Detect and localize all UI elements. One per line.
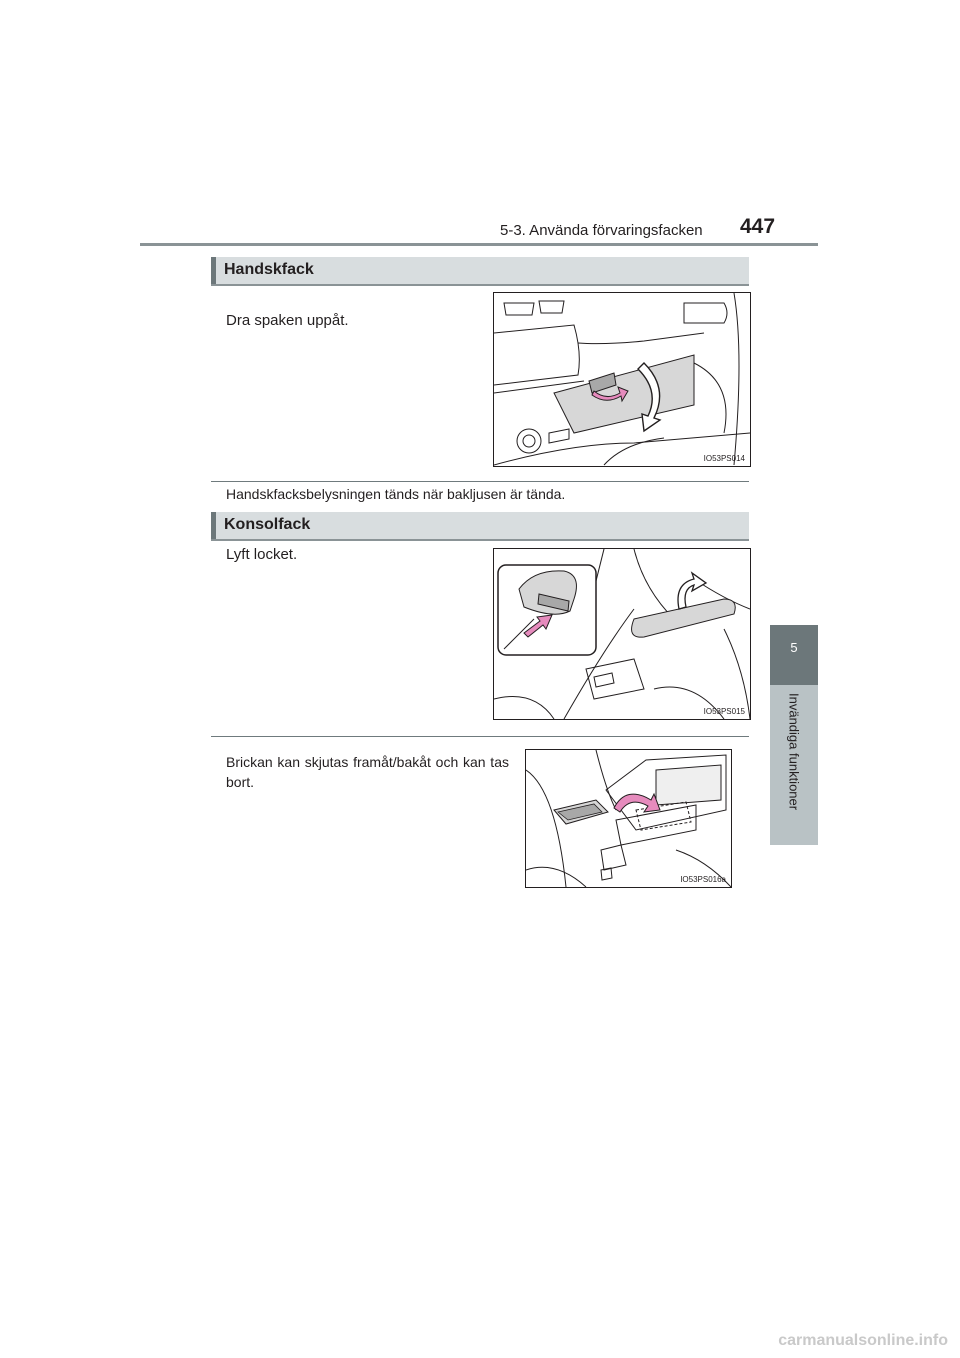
console-illustration [494,549,750,719]
console-tray-figure [525,749,732,888]
page-number: 447 [740,215,776,238]
glovebox-divider [211,481,749,482]
glovebox-note: Handskfacksbelysningen tänds när bakljusen är tända. [226,486,566,502]
glovebox-heading: Handskfack [224,261,314,278]
glovebox-heading-bar [211,257,749,286]
section-title: 5-3. Använda förvaringsfacken [500,222,703,239]
console-tray-figure-code: IO53PS016a [680,875,726,884]
watermark: carmanualsonline.info [778,1332,948,1349]
glovebox-instruction: Dra spaken uppåt. [226,312,349,329]
console-divider [211,736,749,737]
chapter-number: 5 [790,640,798,655]
header-divider [140,243,818,246]
console-note: Brickan kan skjutas framåt/bakåt och kan tas bort. [226,754,509,790]
chapter-tab-number-block [770,625,818,685]
console-heading: Konsolfack [224,516,311,533]
heading-accent [211,512,216,539]
glovebox-illustration [494,293,750,466]
console-figure-code: IO53PS015 [703,707,745,716]
chapter-title: Invändiga funktioner [786,693,802,811]
glovebox-figure [493,292,751,467]
console-instruction: Lyft locket. [226,546,298,563]
glovebox-figure-code: IO53PS014 [703,454,745,463]
heading-accent [211,257,216,284]
console-heading-bar [211,512,749,541]
console-figure [493,548,751,720]
console-tray-illustration [526,750,731,887]
